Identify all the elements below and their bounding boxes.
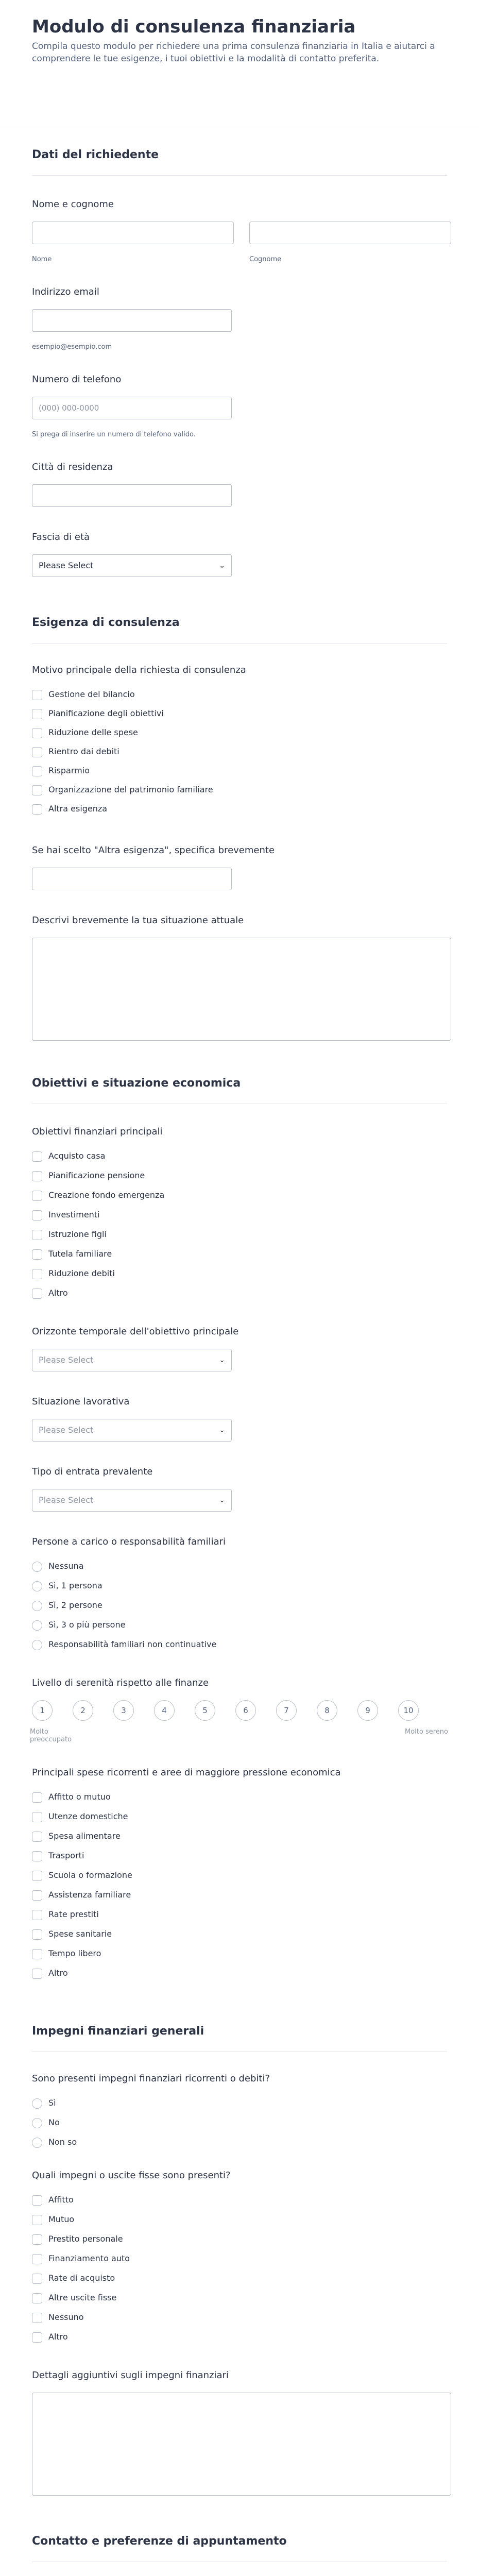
serenita-max-label: Molto sereno [405,1728,448,1736]
phone-input[interactable] [32,397,232,419]
checkbox-option[interactable] [32,1889,131,1901]
situazione-textarea[interactable] [32,938,451,1041]
spese-label: Principali spese ricorrenti e aree di maggiore pressione economica [32,1767,341,1778]
section-title-richiedente: Dati del richiedente [32,148,159,161]
option-label: Spese sanitarie [48,1929,112,1939]
checkbox[interactable] [32,2195,42,2206]
checkbox[interactable] [32,1151,42,1162]
checkbox[interactable] [32,2293,42,2303]
checkbox[interactable] [32,728,42,738]
checkbox-option[interactable] [32,1287,68,1299]
section-title-impegni: Impegni finanziari generali [32,2025,204,2038]
option-label: Responsabilità familiari non continuative [48,1639,217,1649]
checkbox-option[interactable] [32,707,164,720]
option-label: Prestito personale [48,2234,123,2244]
checkbox[interactable] [32,2234,42,2245]
email-input[interactable] [32,309,232,332]
checkbox-option[interactable] [32,1228,107,1241]
checkbox[interactable] [32,1969,42,1979]
checkbox[interactable] [32,804,42,815]
checkbox-option[interactable] [32,1150,105,1162]
altra-label: Se hai scelto "Altra esigenza", specifica brevemente [32,845,275,856]
option-label: Sì [48,2098,56,2108]
entrata-label: Tipo di entrata prevalente [32,1466,153,1477]
city-input[interactable] [32,484,232,507]
checkbox-option[interactable] [32,1850,84,1862]
radio-option[interactable] [32,2136,77,2148]
checkbox[interactable] [32,1210,42,1221]
option-label: Altro [48,1288,68,1298]
checkbox[interactable] [32,1929,42,1940]
altra-input[interactable] [32,868,232,890]
rating-scale-option[interactable]: 7 [276,1700,297,1721]
option-label: Riduzione delle spese [48,727,138,737]
checkbox-option[interactable] [32,803,107,815]
checkbox[interactable] [32,1191,42,1201]
checkbox[interactable] [32,690,42,700]
checkbox-option[interactable] [32,1830,121,1842]
option-label: Sì, 1 persona [48,1581,102,1590]
option-label: Istruzione figli [48,1229,107,1239]
checkbox-option[interactable] [32,2311,84,2324]
radio-option[interactable] [32,2116,60,2129]
last-name-input[interactable] [249,222,451,244]
entrata-select-value: Please Select [39,1495,94,1505]
option-label: Rientro dai debiti [48,747,119,756]
option-label: Scuola o formazione [48,1870,132,1880]
radio-button[interactable] [32,2098,42,2109]
checkbox[interactable] [32,1949,42,1959]
checkbox[interactable] [32,1812,42,1822]
phone-label: Numero di telefono [32,374,122,385]
chevron-down-icon: ⌄ [219,1356,225,1364]
checkbox-option[interactable] [32,1248,112,1260]
checkbox[interactable] [32,2215,42,2225]
ricorrenti-label: Sono presenti impegni finanziari ricorrenti o debiti? [32,2073,270,2084]
age-select[interactable] [32,554,232,577]
rating-scale-option[interactable]: 5 [195,1700,215,1721]
orizzonte-select[interactable] [32,1349,232,1371]
checkbox-option[interactable] [32,2194,74,2206]
name-label: Nome e cognome [32,199,114,210]
option-label: No [48,2117,60,2127]
lavorativa-select[interactable] [32,1419,232,1442]
option-label: Assistenza familiare [48,1890,131,1900]
checkbox-option[interactable] [32,2292,116,2304]
checkbox-option[interactable] [32,1189,164,1201]
option-label: Rate prestiti [48,1909,99,1919]
checkbox[interactable] [32,2313,42,2323]
checkbox-option[interactable] [32,745,119,758]
form-header [32,16,447,65]
checkbox-option[interactable] [32,784,213,796]
orizzonte-select-value: Please Select [39,1355,94,1365]
section-title-obiettivi: Obiettivi e situazione economica [32,1077,241,1090]
option-label: Affitto o mutuo [48,1792,111,1802]
checkbox-option[interactable] [32,1967,68,1979]
checkbox[interactable] [32,785,42,795]
checkbox-option[interactable] [32,2252,130,2265]
checkbox-option[interactable] [32,2272,115,2284]
radio-option[interactable] [32,2097,56,2109]
option-label: Acquisto casa [48,1151,106,1161]
obiettivi-label: Obiettivi finanziari principali [32,1126,163,1137]
dettagli-textarea[interactable] [32,2393,451,2496]
checkbox[interactable] [32,1289,42,1299]
option-label: Gestione del bilancio [48,689,135,699]
option-label: Altra esigenza [48,804,108,814]
option-label: Mutuo [48,2214,75,2224]
rating-scale-option[interactable]: 1 [32,1700,53,1721]
checkbox-option[interactable] [32,1947,101,1960]
checkbox-option[interactable] [32,1267,115,1280]
checkbox[interactable] [32,2254,42,2264]
option-label: Sì, 3 o più persone [48,1620,126,1630]
persone-label: Persone a carico o responsabilità familiari [32,1536,226,1547]
option-label: Non so [48,2137,77,2147]
option-label: Creazione fondo emergenza [48,1190,165,1200]
option-label: Nessuna [48,1561,84,1571]
radio-option[interactable] [32,1638,216,1651]
option-label: Riduzione debiti [48,1268,115,1278]
option-label: Pianificazione degli obiettivi [48,708,164,718]
section-title-consulenza: Esigenza di consulenza [32,616,180,629]
last-name-sublabel: Cognome [249,256,282,263]
option-label: Altro [48,1968,68,1978]
checkbox-option[interactable] [32,2331,68,2343]
motivo-label: Motivo principale della richiesta di consulenza [32,665,246,675]
option-label: Sì, 2 persone [48,1600,102,1610]
rating-scale-option[interactable]: 4 [154,1700,175,1721]
rating-scale-option[interactable]: 8 [317,1700,337,1721]
chevron-down-icon: ⌄ [219,1426,225,1434]
checkbox-option[interactable] [32,1810,128,1823]
option-label: Affitto [48,2195,74,2205]
uscite-label: Quali impegni o uscite fisse sono presenti? [32,2170,231,2181]
city-label: Città di residenza [32,462,113,472]
first-name-sublabel: Nome [32,256,52,263]
radio-option[interactable] [32,1599,102,1612]
radio-button[interactable] [32,1601,42,1611]
rating-scale-option[interactable]: 10 [398,1700,419,1721]
checkbox[interactable] [32,1171,42,1181]
checkbox[interactable] [32,766,42,776]
option-label: Utenze domestiche [48,1811,128,1821]
checkbox-option[interactable] [32,726,138,739]
checkbox[interactable] [32,709,42,719]
option-label: Investimenti [48,1210,100,1219]
section-divider [32,175,447,176]
checkbox-option[interactable] [32,1928,112,1940]
checkbox[interactable] [32,1269,42,1279]
page-subtitle: Compila questo modulo per richiedere una prima consulenza finanziaria in Italia e aiutarci a comprendere le tue esigenze, i tuoi obiettivi e la modalità di contatto preferita. [32,41,435,64]
email-sublabel: esempio@esempio.com [32,343,112,351]
radio-button[interactable] [32,1640,42,1650]
rating-scale-option[interactable]: 3 [113,1700,134,1721]
radio-option[interactable] [32,1619,125,1631]
lavorativa-select-value: Please Select [39,1425,94,1435]
page-title: Modulo di consulenza finanziaria [32,16,356,37]
serenita-min-label: Molto preoccupato [30,1728,72,1743]
radio-button[interactable] [32,2138,42,2148]
situazione-label: Descrivi brevemente la tua situazione attuale [32,915,244,926]
age-select-value: Please Select [39,561,94,570]
checkbox[interactable] [32,1832,42,1842]
orizzonte-label: Orizzonte temporale dell'obiettivo principale [32,1326,239,1337]
section-title-contatto: Contatto e preferenze di appuntamento [32,2535,287,2548]
option-label: Finanziamento auto [48,2253,130,2263]
checkbox[interactable] [32,2274,42,2284]
checkbox[interactable] [32,1871,42,1881]
chevron-down-icon: ⌄ [219,562,225,570]
option-label: Tempo libero [48,1948,101,1958]
serenita-label: Livello di serenità rispetto alle finanze [32,1677,209,1688]
checkbox[interactable] [32,1890,42,1901]
checkbox[interactable] [32,1230,42,1240]
checkbox[interactable] [32,1249,42,1260]
option-label: Risparmio [48,766,90,775]
age-label: Fascia di età [32,532,90,543]
option-label: Pianificazione pensione [48,1171,145,1180]
option-label: Organizzazione del patrimonio familiare [48,785,213,794]
option-label: Altre uscite fisse [48,2293,117,2302]
rating-scale-option[interactable]: 9 [357,1700,378,1721]
email-label: Indirizzo email [32,286,99,297]
rating-scale-option[interactable]: 2 [73,1700,93,1721]
checkbox-option[interactable] [32,2233,123,2245]
option-label: Altro [48,2332,68,2342]
checkbox-option[interactable] [32,1791,111,1803]
radio-button[interactable] [32,2118,42,2128]
checkbox-option[interactable] [32,1170,145,1182]
radio-option[interactable] [32,1560,84,1572]
chevron-down-icon: ⌄ [219,1496,225,1504]
checkbox[interactable] [32,747,42,757]
radio-button[interactable] [32,1581,42,1591]
checkbox[interactable] [32,2332,42,2343]
rating-scale-option[interactable]: 6 [235,1700,256,1721]
checkbox-option[interactable] [32,765,90,777]
option-label: Nessuno [48,2312,84,2322]
checkbox-option[interactable] [32,2213,74,2226]
radio-button[interactable] [32,1562,42,1572]
checkbox-option[interactable] [32,1908,99,1921]
checkbox[interactable] [32,1910,42,1920]
option-label: Rate di acquisto [48,2273,115,2283]
phone-sublabel: Si prega di inserire un numero di telefono valido. [32,431,196,438]
checkbox[interactable] [32,1792,42,1803]
checkbox[interactable] [32,1851,42,1861]
checkbox-option[interactable] [32,1869,132,1882]
checkbox-option[interactable] [32,688,135,701]
option-label: Spesa alimentare [48,1831,121,1841]
option-label: Trasporti [48,1851,84,1860]
dettagli-label: Dettagli aggiuntivi sugli impegni finanziari [32,2370,229,2381]
radio-button[interactable] [32,1620,42,1631]
checkbox-option[interactable] [32,1209,100,1221]
entrata-select[interactable] [32,1489,232,1512]
first-name-input[interactable] [32,222,234,244]
lavorativa-label: Situazione lavorativa [32,1396,130,1407]
option-label: Tutela familiare [48,1249,112,1259]
radio-option[interactable] [32,1580,102,1592]
